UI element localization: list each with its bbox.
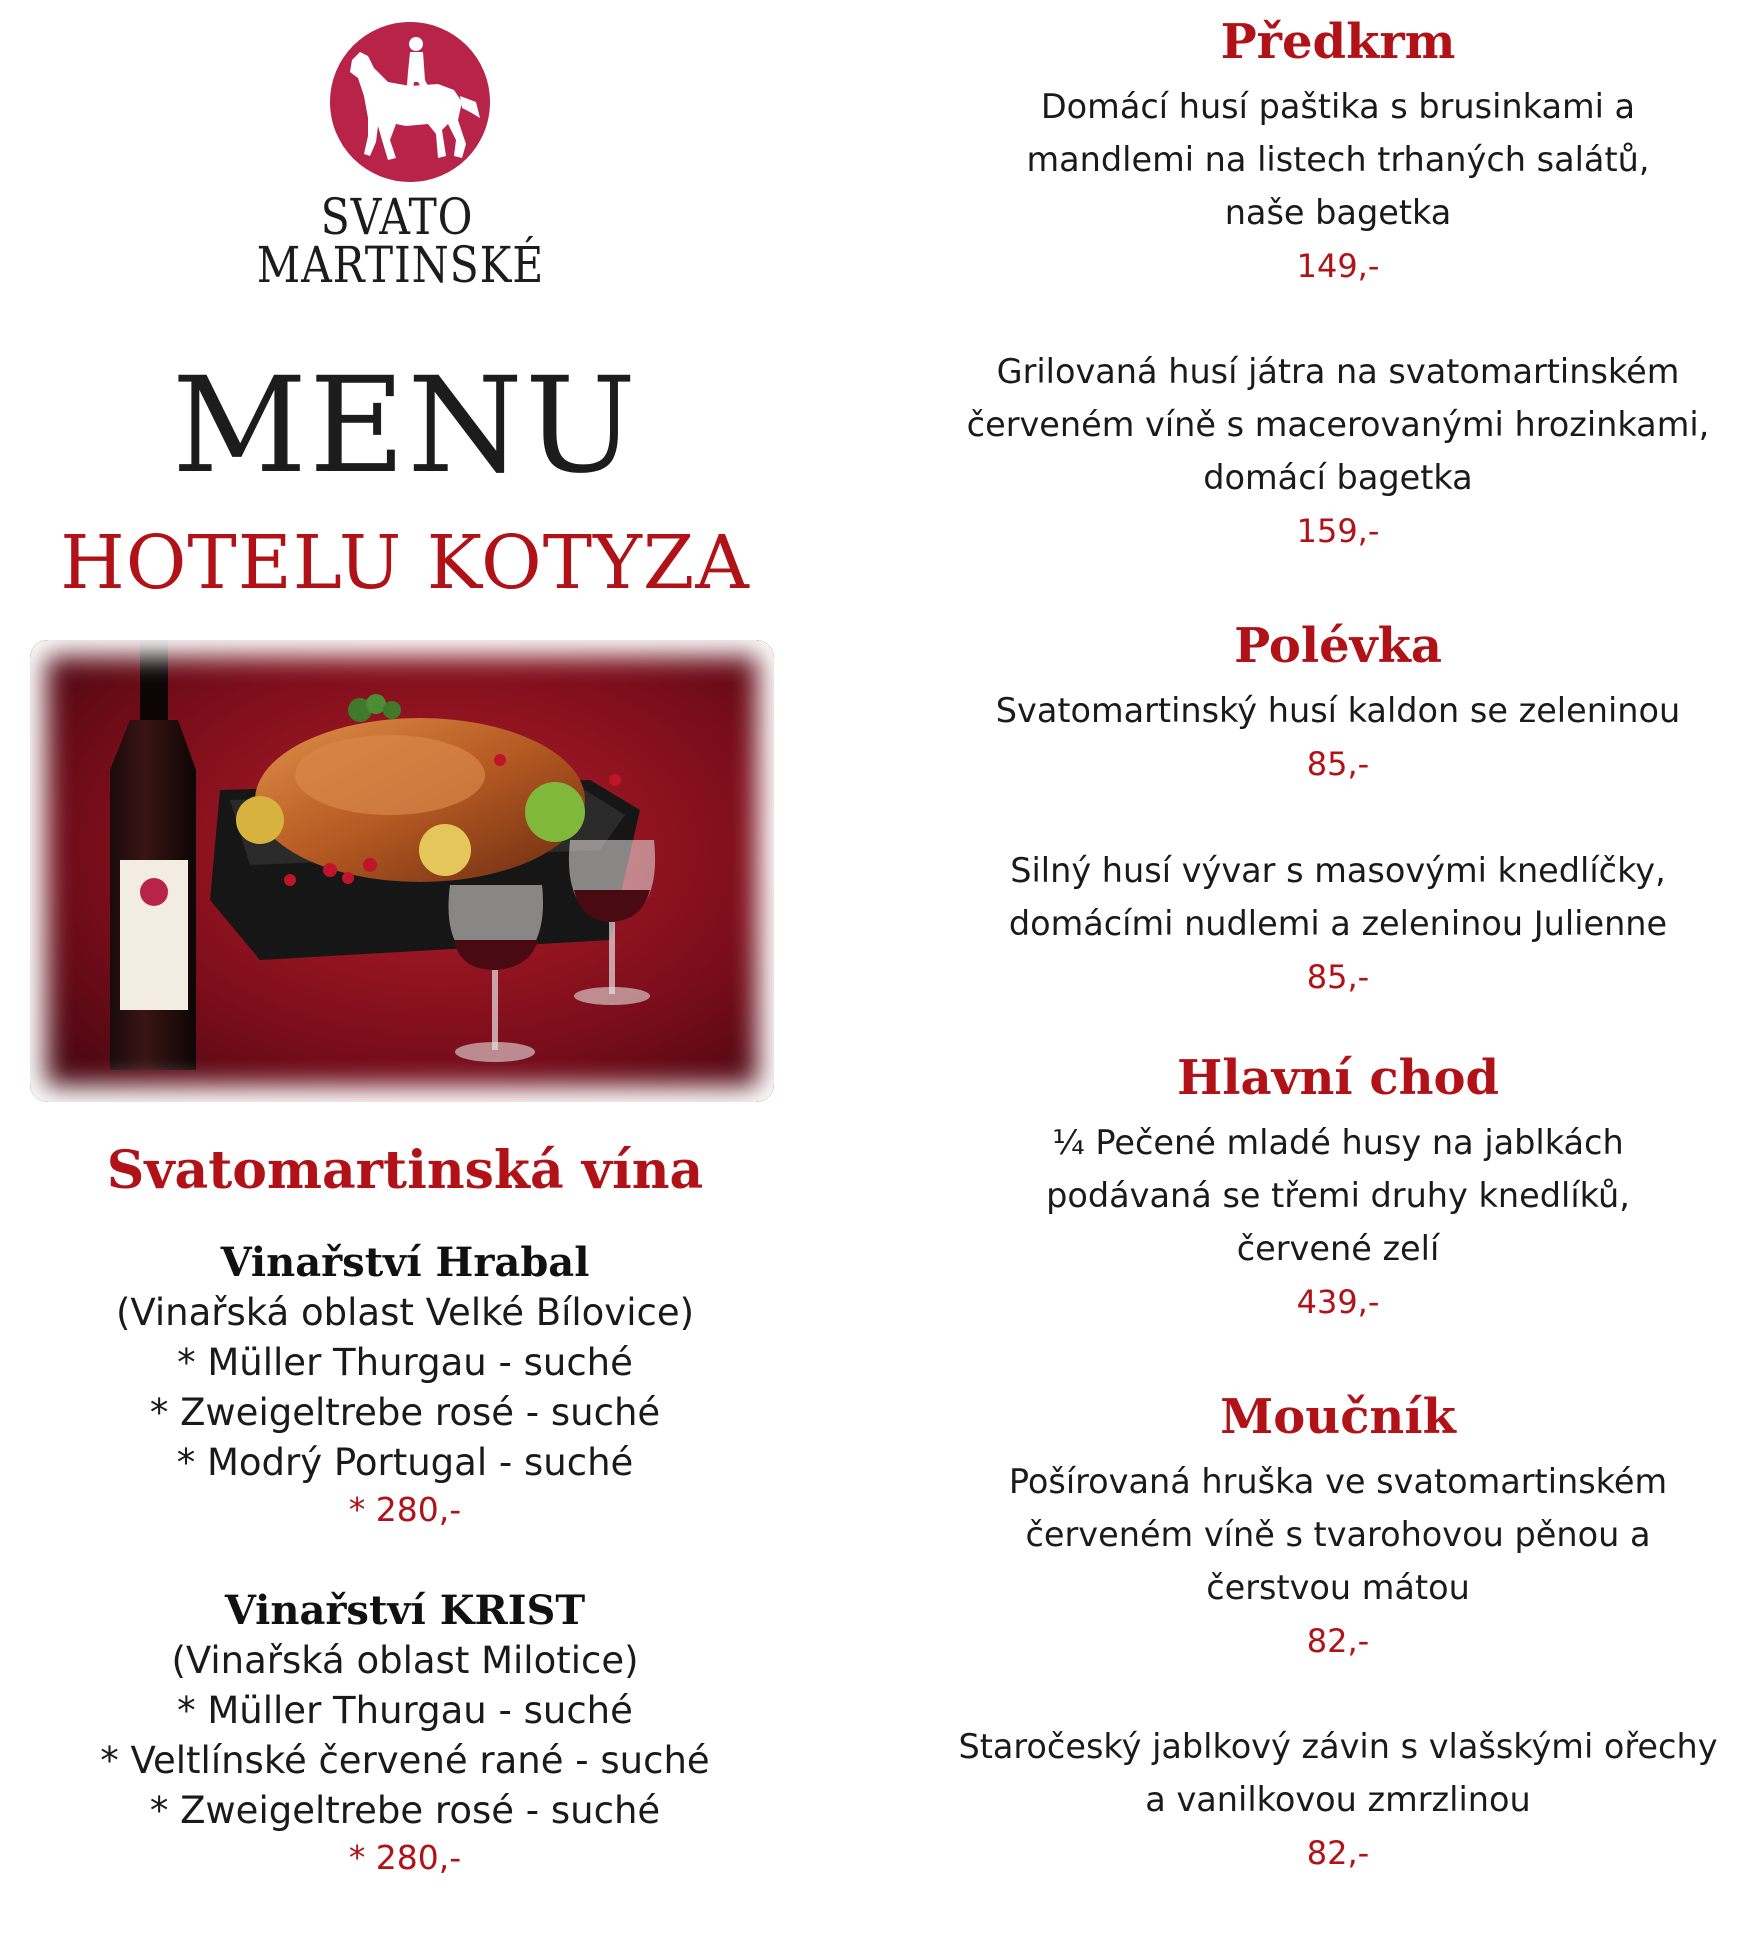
menu-title: MENU <box>171 349 639 503</box>
wines-section-title: Svatomartinská vína <box>106 1140 704 1201</box>
left-column <box>0 0 810 1941</box>
dish-item <box>920 1455 1756 1668</box>
wine-item: * Zweigeltrebe rosé - suché <box>149 1789 661 1832</box>
section-title: Polévka <box>1234 618 1442 674</box>
logo-text-line2: MARTINSKÉ <box>256 236 545 294</box>
dish-item <box>920 345 1756 558</box>
dish-description: Silný husí vývar s masovými knedlíčky, domácími nudlemi a zeleninou Julienne <box>1008 851 1668 943</box>
dish-item <box>920 684 1756 791</box>
wine-price: * 280,- <box>348 1838 462 1877</box>
dish-description: Pošírovaná hruška ve svatomartinském červeném víně s tvarohovou pěnou a čerstvou mátou <box>1008 1462 1668 1607</box>
svatomartinske-logo <box>232 22 562 332</box>
dish-price: 82,- <box>1306 1834 1370 1872</box>
dish-price: 149,- <box>1296 247 1380 285</box>
right-column <box>920 0 1756 1941</box>
section-title: Předkrm <box>1220 14 1456 70</box>
dish-price: 85,- <box>1306 745 1370 783</box>
winery-region: (Vinařská oblast Milotice) <box>171 1639 639 1682</box>
winery-hrabal <box>0 1238 810 1532</box>
dish-price: 82,- <box>1306 1622 1370 1660</box>
photo-vignette <box>30 640 774 1102</box>
dish-item <box>920 80 1756 293</box>
logo-text-line1: SVATO <box>320 188 474 246</box>
section-title: Moučník <box>1220 1389 1456 1445</box>
winery-region: (Vinařská oblast Velké Bílovice) <box>115 1291 695 1334</box>
dish-description: Svatomartinský husí kaldon se zeleninou <box>995 691 1681 730</box>
dish-item <box>920 844 1756 1004</box>
section-moucnik <box>920 1385 1756 1449</box>
roast-goose-wine-photo <box>30 640 774 1102</box>
dish-description: ¼ Pečené mladé husy na jablkách podávaná se třemi druhy knedlíků, červené zelí <box>1046 1123 1630 1268</box>
winery-name: Vinařství KRIST <box>224 1587 586 1634</box>
section-predkrm <box>920 10 1756 74</box>
dish-item <box>920 1116 1756 1329</box>
section-hlavni-chod <box>920 1046 1756 1110</box>
dish-description: Domácí husí paštika s brusinkami a mandlemi na listech trhaných salátů, naše bagetka <box>1026 87 1650 232</box>
winery-name: Vinařství Hrabal <box>220 1239 590 1286</box>
wine-item: * Müller Thurgau - suché <box>177 1341 633 1384</box>
dish-price: 85,- <box>1306 958 1370 996</box>
wine-item: * Modrý Portugal - suché <box>176 1441 634 1484</box>
dish-description: Grilovaná husí játra na svatomartinském červeném víně s macerovanými hrozinkami, domácí bagetka <box>966 352 1710 497</box>
winery-krist <box>0 1586 810 1880</box>
wine-item: * Veltlínské červené rané - suché <box>100 1739 710 1782</box>
hotel-title: HOTELU KOTYZA <box>60 520 750 606</box>
dish-price: 439,- <box>1296 1283 1380 1321</box>
dish-price: 159,- <box>1296 512 1380 550</box>
wine-item: * Zweigeltrebe rosé - suché <box>149 1391 661 1434</box>
wine-price: * 280,- <box>348 1490 462 1529</box>
dish-description: Staročeský jablkový závin s vlašskými ořechy a vanilkovou zmrzlinou <box>958 1727 1718 1819</box>
section-polevka <box>920 614 1756 678</box>
wine-item: * Müller Thurgau - suché <box>177 1689 633 1732</box>
section-title: Hlavní chod <box>1176 1050 1500 1106</box>
horse-rider-emblem-icon <box>330 22 490 182</box>
dish-item <box>920 1720 1756 1880</box>
